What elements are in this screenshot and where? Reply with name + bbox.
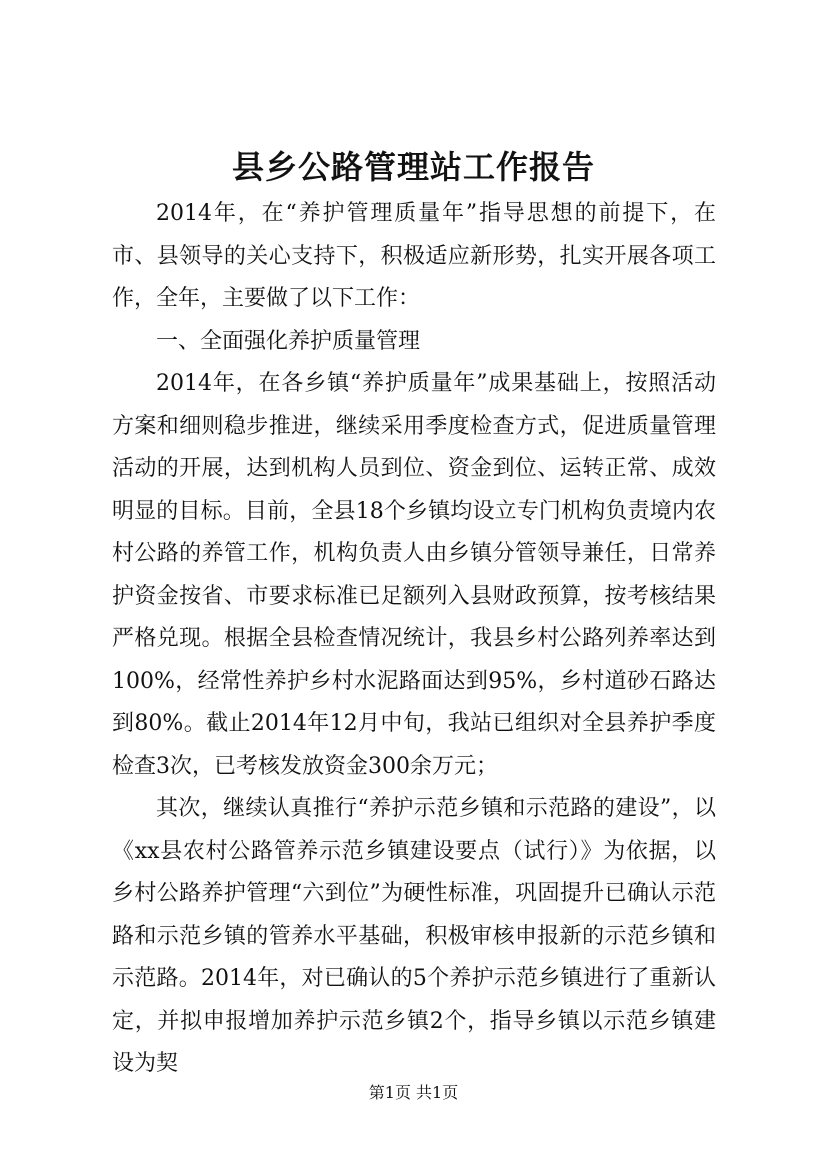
page-footer: 第1页 共1页	[368, 1083, 459, 1102]
paragraph-intro: 2014年，在“养护管理质量年”指导思想的前提下，在市、县领导的关心支持下，积极适应新形势，扎实开展各项工作，全年，主要做了以下工作：	[112, 201, 716, 311]
paragraph-quality-management: 2014年，在各乡镇“养护质量年”成果基础上，按照活动方案和细则稳步推进，继续采用季度检查方式，促进质量管理活动的开展，达到机构人员到位、资金到位、运转正常、成效明显的目标。目前，全县18个乡镇均设立专门机构负责境内农村公路的养管工作，机构负责人由乡镇分管领导兼任，日常养护资金按省、市要求标准已足额列入县财政预算，按考核结果严格兑现。根据全县检查情况统计，我县乡村公路列养率达到100%，经常性养护乡村水泥路面达到95%，乡村道砂石路达到80%。截止2014年12月中旬，我站已组织对全县养护季度检查3次，已考核发放资金300余万元；	[112, 371, 716, 779]
section-heading-1: 一、全面强化养护质量管理	[156, 328, 421, 354]
document-title: 县乡公路管理站工作报告	[231, 148, 595, 186]
paragraph-demonstration: 其次，继续认真推行“养护示范乡镇和示范路的建设”，以《xx县农村公路管养示范乡镇建设要点（试行）》为依据，以乡村公路养护管理“六到位”为硬性标准，巩固提升已确认示范路和示范乡镇的管养水平基础，积极审核申报新的示范乡镇和示范路。2014年，对已确认的5个养护示范乡镇进行了重新认定，并拟申报增加养护示范乡镇2个，指导乡镇以示范乡镇建设为契	[112, 796, 716, 1076]
document-body	[112, 193, 716, 1086]
